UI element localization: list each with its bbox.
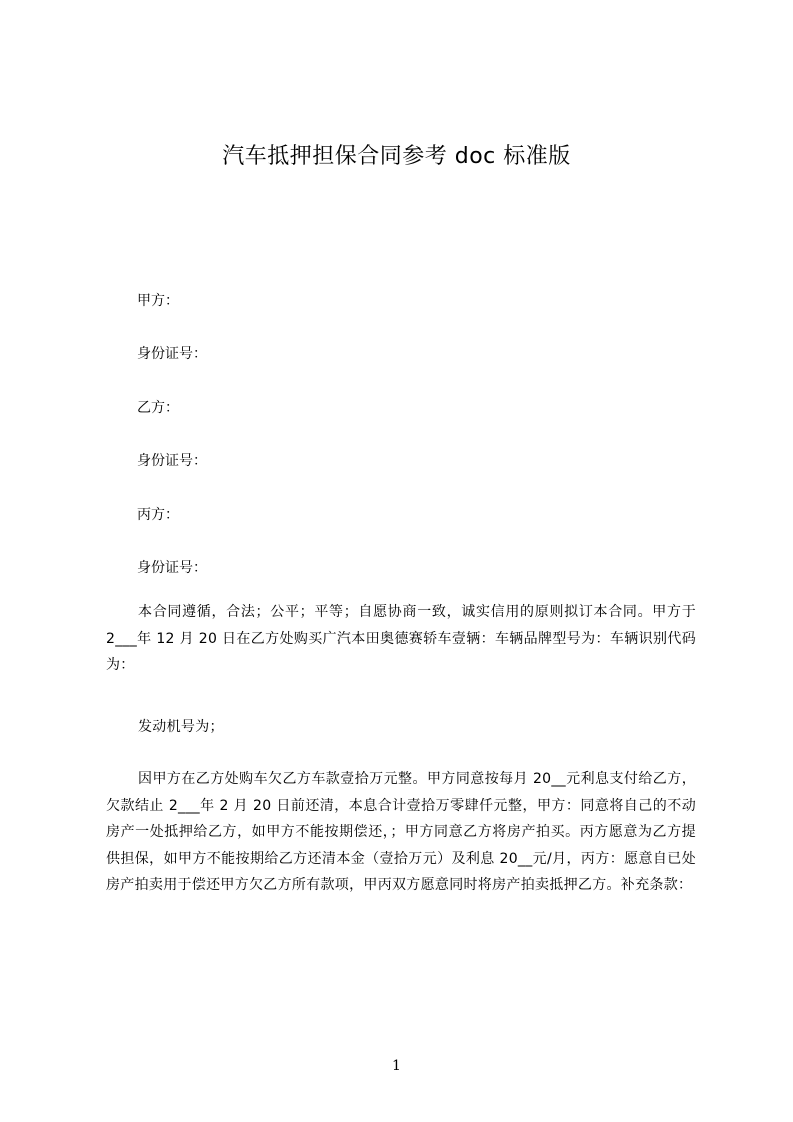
party-c-label: 丙方： — [137, 507, 179, 523]
document-title: 汽车抵押担保合同参考 doc 标准版 — [222, 144, 571, 169]
party-c-id-label: 身份证号： — [137, 560, 207, 576]
engine-number-paragraph: 发动机号为； — [138, 719, 224, 735]
party-b-id-label: 身份证号： — [137, 453, 207, 469]
contract-intro-paragraph: 本合同遵循，合法；公平；平等；自愿协商一致，诚实信用的原则拟订本合同。甲方于 2___年 12 月 20 日在乙方处购买广汽本田奥德赛轿车壹辆：车辆品牌型号为：车辆识别代码为： — [106, 604, 696, 673]
party-b-label: 乙方： — [137, 400, 179, 416]
party-a-id-label: 身份证号： — [137, 346, 207, 362]
party-a-label: 甲方： — [137, 293, 179, 309]
debt-terms-paragraph: 因甲方在乙方处购车欠乙方车款壹拾万元整。甲方同意按每月 20__元利息支付给乙方，欠款结止 2___年 2 月 20 日前还清，本息合计壹拾万零肆仟元整，甲方：同意将自己的不动房产一处抵押给乙方，如甲方不能按期偿还，；甲方同意乙方将房产拍买。丙方愿意为乙方提供担保，如甲方不能按期给乙方还清本金（壹拾万元）及利息 20__元/月，丙方：愿意自已处房产拍卖用于偿还甲方欠乙方所有款项，甲丙双方愿意同时将房产拍卖抵押乙方。补充条款： — [106, 771, 696, 893]
page-number: 1 — [392, 1058, 401, 1074]
